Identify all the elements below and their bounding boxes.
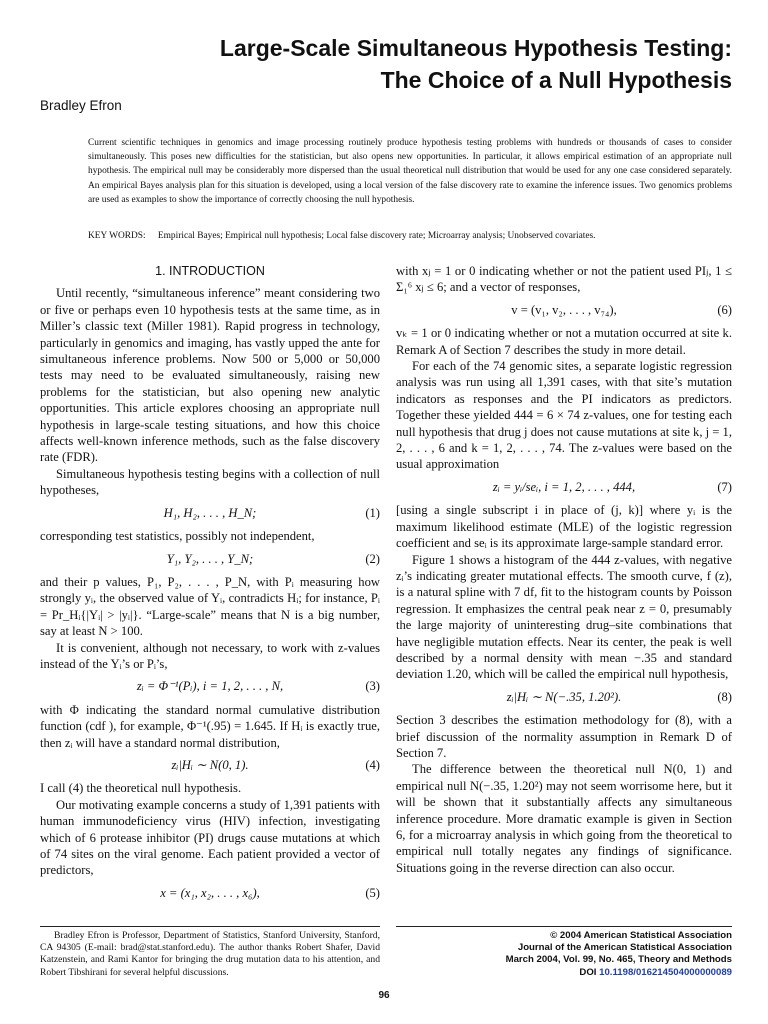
equation-body: v = (v₁, v₂, . . . , v₇₄),: [511, 302, 617, 317]
equation-body: Y₁, Y₂, . . . , Y_N;: [166, 551, 254, 566]
equation-number: (3): [365, 679, 380, 694]
paragraph: Figure 1 shows a histogram of the 444 z-values, with negative zᵢ’s indicating greater mutational effects. The smooth curve, f (z), is a natural spline with 7 df, fit to the histogram counts by Poisson regression. It emphasizes the central peak near z = 0, presumably the large majority of uninteresting drug–site combinations that have negligible mutation effects. Near its center, the peak is well described by a normal density with mean −.35 and standard deviation 1.20, which will be called the empirical null hypothesis,: [396, 552, 732, 682]
equation-4: [40, 757, 380, 773]
issue-info: March 2004, Vol. 99, No. 465, Theory and Methods: [505, 954, 732, 966]
paragraph: Simultaneous hypothesis testing begins with a collection of null hypotheses,: [40, 466, 380, 498]
equation-body: zᵢ = yᵢ/seᵢ, i = 1, 2, . . . , 444,: [492, 479, 636, 494]
doi-link[interactable]: 10.1198/016214504000000089: [599, 966, 732, 978]
author-footnote: Bradley Efron is Professor, Department of Statistics, Stanford University, Stanford, CA 94305 (E-mail: brad@stat.stanford.edu). The author thanks Robert Shafer, David Katzenstein, and Rami Kantor for bringing the drug mutation data to his attention, and Robert Tibshirani for several helpful discussions.: [40, 930, 380, 978]
keywords-list: Empirical Bayes; Empirical null hypothesis; Local false discovery rate; Microarray analysis; Unobserved covariates.: [157, 231, 596, 241]
doi-label: DOI: [579, 966, 597, 978]
paragraph: Until recently, “simultaneous inference” meant considering two or five or perhaps even 10 hypothesis tests at the same time, as in Miller’s classic text (Miller 1981). Rapid progress in technology, particularly in genomics and imaging, has vastly upped the ante for simultaneous inference problems. Now 500 or 5,000 or 50,000 tests may need to be evaluated simultaneously, raising new problems for the statistician, but also opening new analytic opportunities. This article explores choosing an appropriate null hypothesis in large-scale testing situations, and how this choice affects well-known inference methods, such as the false discovery rate (FDR).: [40, 286, 380, 465]
equation-body: zᵢ = Φ⁻¹(Pᵢ), i = 1, 2, . . . , N,: [136, 679, 284, 694]
article-title: [32, 32, 732, 96]
right-column: [396, 263, 732, 876]
author-name: Bradley Efron: [40, 98, 122, 113]
equation-number: (1): [365, 505, 380, 520]
equation-7: [396, 479, 732, 495]
equation-body: zᵢ|Hᵢ ∼ N(0, 1).: [171, 757, 249, 772]
paragraph: Our motivating example concerns a study of 1,391 patients with human immunodeficiency virus (HIV) infection, investigating which of 6 protease inhibitor (PI) drugs cause mutations at which of 74 sites on the viral genome. Each patient provided a vector of predictors,: [40, 797, 380, 878]
equation-6: [396, 302, 732, 318]
equation-2: [40, 551, 380, 567]
paragraph: [using a single subscript i in place of (j, k)] where yᵢ is the maximum likelihood estimate (MLE) of the logistic regression coefficient and seᵢ is its approximate large-sample standard error.: [396, 503, 732, 551]
copyright-divider: [396, 926, 732, 927]
page-number: 96: [378, 990, 390, 1001]
doi-line: [396, 967, 732, 979]
equation-number: (2): [365, 551, 380, 566]
paragraph: with xⱼ = 1 or 0 indicating whether or not the patient used PIⱼ, 1 ≤ Σ₁⁶ xⱼ ≤ 6; and a vector of responses,: [396, 264, 732, 295]
copyright-block: [396, 930, 732, 979]
journal-name: Journal of the American Statistical Association: [517, 942, 732, 954]
title-line-1: Large-Scale Simultaneous Hypothesis Testing:: [219, 35, 732, 61]
equation-number: (6): [717, 302, 732, 317]
keywords-label: KEY WORDS:: [88, 231, 146, 241]
equation-number: (5): [365, 885, 380, 900]
footnote-divider: [40, 926, 380, 927]
abstract: Current scientific techniques in genomics and image processing routinely produce hypothesis testing problems with hundreds or thousands of cases to consider simultaneously. This poses new difficulties for the statistician, but also opens new opportunities. In particular, it allows empirical estimation of an appropriate null hypothesis. The empirical null may be considerably more dispersed than the usual theoretical null distribution that would be used for any one case considered separately. An empirical Bayes analysis plan for this situation is developed, using a local version of the false discovery rate to examine the inference issues. Two genomics problems are used as examples to show the importance of correctly choosing the null hypothesis.: [88, 138, 732, 205]
equation-number: (4): [365, 757, 380, 772]
paragraph: and their p values, P₁, P₂, . . . , P_N, with Pᵢ measuring how strongly yᵢ, the observed value of Yᵢ, contradicts Hᵢ; for instance, Pᵢ = Pr_Hᵢ{|Yᵢ| > |yᵢ|}. “Large-scale” means that N is a big number, say at least N > 100.: [40, 574, 380, 639]
equation-8: [396, 689, 732, 705]
paragraph: I call (4) the theoretical null hypothesis.: [40, 781, 242, 796]
equation-body: x = (x₁, x₂, . . . , x₆),: [160, 885, 260, 900]
paragraph: The difference between the theoretical null N(0, 1) and empirical null N(−.35, 1.20²) may not seem worrisome here, but it will be shown that it substantially affects any simultaneous inference procedure. More dramatic example is given in Section 6, for a microarray analysis in which going from the theoretical to empirical null totally negates any findings of significance. Situations going in the reverse direction can also occur.: [396, 762, 732, 875]
equation-number: (8): [717, 689, 732, 704]
title-line-2: The Choice of a Null Hypothesis: [380, 67, 732, 93]
equation-1: [40, 505, 380, 521]
section-heading-introduction: 1. INTRODUCTION: [155, 264, 265, 278]
equation-3: [40, 678, 380, 694]
paragraph: It is convenient, although not necessary, to work with z-values instead of the Yᵢ’s or Pᵢ’s,: [40, 640, 380, 671]
equation-number: (7): [717, 479, 732, 494]
paragraph: with Φ indicating the standard normal cumulative distribution function (cdf ), for example, Φ⁻¹(.95) = 1.645. If Hᵢ is exactly true, then zᵢ will have a standard normal distribution,: [40, 702, 380, 750]
paragraph: For each of the 74 genomic sites, a separate logistic regression analysis was run using all 1,391 cases, with that site’s mutation indicators as responses and the PI indicators as predictors. Together these yielded 444 = 6 × 74 z-values, one for testing each null hypothesis that drug j does not cause mutations at site k, j = 1, 2, . . . , 6 and k = 1, 2, . . . , 74. The z-values were based on the usual approximation: [396, 359, 732, 472]
paragraph: vₖ = 1 or 0 indicating whether or not a mutation occurred at site k. Remark A of Section 7 describes the study in more detail.: [396, 326, 732, 357]
copyright-line: © 2004 American Statistical Association: [550, 930, 732, 941]
paragraph: corresponding test statistics, possibly not independent,: [40, 529, 315, 544]
equation-body: zᵢ|Hᵢ ∼ N(−.35, 1.20²).: [506, 689, 622, 704]
equation-5: [40, 885, 380, 901]
equation-body: H₁, H₂, . . . , H_N;: [163, 505, 257, 520]
left-column: [40, 263, 380, 908]
paragraph: Section 3 describes the estimation methodology for (8), with a brief discussion of the normality assumption in Remark D of Section 7.: [396, 713, 732, 760]
keywords: [88, 231, 732, 241]
